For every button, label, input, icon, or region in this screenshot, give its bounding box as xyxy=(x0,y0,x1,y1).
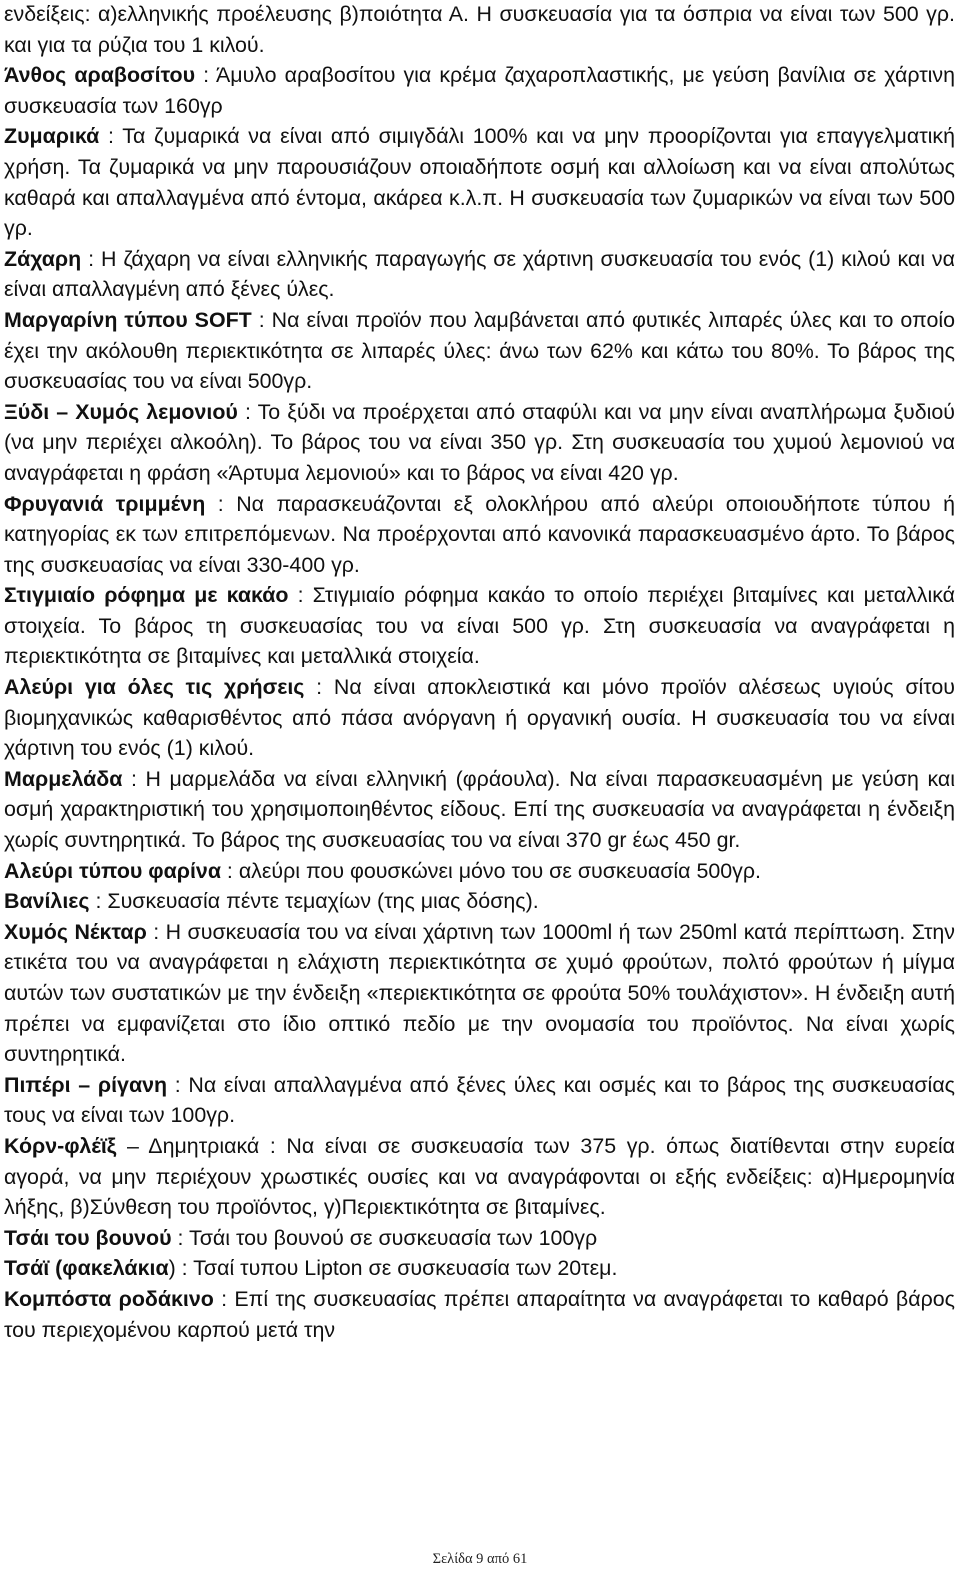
document-page xyxy=(4,0,955,1345)
paragraph-peach-compote xyxy=(4,1284,955,1345)
paragraph-text: : Να είναι αποκλειστικά και μόνο προϊόν αλέσεως υγιούς σίτου βιομηχανικώς καθαρισθέντος από πάσα ανόργανη ή οργανική ουσία. Η συσκευασία του να είναι χάρτινη του ενός (1) κιλού. xyxy=(4,675,956,761)
term-corn-starch: Άνθος αραβοσίτου xyxy=(4,63,196,88)
paragraph-sugar xyxy=(4,244,955,305)
paragraph-text: : Συσκευασία πέντε τεμαχίων (της μιας δόσης). xyxy=(89,889,539,914)
term-nectar-juice: Χυμός Νέκταρ xyxy=(4,919,147,944)
paragraph-text: : Η ζάχαρη να είναι ελληνικής παραγωγής σε χάρτινη συσκευασία του ενός (1) κιλού και να είναι απαλλαγμένη από ξένες ύλες. xyxy=(4,246,955,302)
term-self-raising-flour: Αλεύρι τύπου φαρίνα xyxy=(4,858,221,883)
paragraph-pepper-oregano xyxy=(4,1070,955,1131)
paragraph-vinegar-lemon xyxy=(4,397,955,489)
term-mountain-tea: Τσάι του βουνού xyxy=(4,1225,172,1250)
term-sugar: Ζάχαρη xyxy=(4,246,82,271)
paragraph-nectar-juice xyxy=(4,917,955,1070)
term-vanilla: Βανίλιες xyxy=(4,889,90,914)
paragraph-text: : Άμυλο αραβοσίτου για κρέμα ζαχαροπλαστικής, με γεύση βανίλια σε χάρτινη συσκευασία των 160γρ xyxy=(4,63,955,118)
term-cornflakes: Κόρν-φλέϊξ xyxy=(4,1133,117,1158)
term-jam: Μαρμελάδα xyxy=(4,766,123,791)
paragraph-self-raising-flour xyxy=(4,856,955,887)
paragraph-text: : Το ξύδι να προέρχεται από σταφύλι και να μην είναι αναπλήρωμα ξυδιού (να μην περιέχει αλκοόλη). Το βάρος του να είναι 350 γρ. Στη συσκευασία του χυμού λεμονιού να αναγράφεται η φράση «Άρτυμα λεμονιού» και το βάρος να είναι 420 γρ. xyxy=(4,399,955,485)
term-margarine: Μαργαρίνη τύπου SOFT xyxy=(4,307,252,332)
paragraph-margarine xyxy=(4,305,955,397)
paragraph-text: ενδείξεις: α)ελληνικής προέλευσης β)ποιότητα Α. Η συσκευασία για τα όσπρια να είναι των 500 γρ. και για τα ρύζια του 1 κιλού. xyxy=(4,2,955,57)
term-tea-bags: Τσάϊ (φακελάκια xyxy=(4,1256,169,1281)
paragraph-text: : Επί της συσκευασίας πρέπει απαραίτητα να αναγράφεται το καθαρό βάρος του περιεχομένου καρπού μετά την xyxy=(4,1286,955,1342)
paragraph-cocoa-drink xyxy=(4,580,955,672)
term-peach-compote: Κομπόστα ροδάκινο xyxy=(4,1286,214,1311)
paragraph-vanilla xyxy=(4,886,955,917)
paragraph-pasta xyxy=(4,121,955,243)
paragraph-tea-bags xyxy=(4,1253,955,1284)
paragraph-text: : Να είναι προϊόν που λαμβάνεται από φυτικές λιπαρές ύλες και το οποίο έχει την ακόλουθη περιεκτικότητα σε λιπαρές ύλες: άνω των 62% και κάτω του 80%. Το βάρος της συσκευασίας του να είναι 500γρ. xyxy=(4,307,956,394)
paragraph-text: ) : Τσαί τυπου Lipton σε συσκευασία των 20τεμ. xyxy=(168,1256,618,1281)
paragraph-text: : Τσάι του βουνού σε συσκευασία των 100γρ xyxy=(171,1225,598,1250)
paragraph-text: : Η συσκευασία του να είναι χάρτινη των 1000ml ή των 250ml κατά περίπτωση. Στην ετικέτα του να αναγράφεται η ελάχιστη περιεκτικότητα σε χυμό φρούτων, πολτό φρούτων ή μίγμα αυτών των συστατικών με την ένδειξη «περιεκτικότητα σε φρούτα 50% τουλάχιστον». Η ένδειξη αυτή πρέπει να εμφανίζεται στο ίδιο οπτικό πεδίο με την ονομασία του προϊόντος. Να είναι χωρίς συντηρητικά. xyxy=(4,919,955,1067)
paragraph-text: – Δημητριακά : Να είναι σε συσκευασία των 375 γρ. όπως διατίθενται στην ευρεία αγορά, να μην περιέχουν χρωστικές ουσίες και να αναγράφονται οι εξής ενδείξεις: α)Ημερομηνία λήξης, β)Σύνθεση του προϊόντος, γ)Περιεκτικότητα σε βιταμίνες. xyxy=(4,1133,955,1220)
paragraph-jam xyxy=(4,764,955,856)
term-pepper-oregano: Πιπέρι – ρίγανη xyxy=(4,1072,168,1097)
paragraph-legumes-rice xyxy=(4,0,955,60)
term-breadcrumbs: Φρυγανιά τριμμένη xyxy=(4,491,206,516)
paragraph-text: : αλεύρι που φουσκώνει μόνο του σε συσκευασία 500γρ. xyxy=(220,858,761,883)
term-vinegar-lemon: Ξύδι – Χυμός λεμονιού xyxy=(4,399,238,424)
paragraph-mountain-tea xyxy=(4,1223,955,1254)
paragraph-text: : Να είναι απαλλαγμένα από ξένες ύλες και οσμές και το βάρος της συσκευασίας τους να είναι των 100γρ. xyxy=(4,1072,955,1128)
paragraph-corn-starch xyxy=(4,60,955,121)
paragraph-text: : Τα ζυμαρικά να είναι από σιμιγδάλι 100% και να μην προορίζονται για επαγγελματική χρήση. Τα ζυμαρικά να μην παρουσιάζουν οποιαδήποτε οσμή και αλλοίωση και να είναι απολύτως καθαρά και απαλλαγμένα από έντομα, ακάρεα κ.λ.π. Η συσκευασία των ζυμαρικών να είναι των 500 γρ. xyxy=(4,124,955,241)
paragraph-all-purpose-flour xyxy=(4,672,955,764)
paragraph-breadcrumbs xyxy=(4,489,955,581)
page-number-footer: Σελίδα 9 από 61 xyxy=(432,1551,528,1567)
paragraph-text: : Η μαρμελάδα να είναι ελληνική (φράουλα). Να είναι παρασκευασμένη με γεύση και οσμή χαρακτηριστική του χρησιμοποιηθέντος είδους. Επί της συσκευασία να αναγράφεται η ένδειξη χωρίς συντηρητικά. Το βάρος της συσκευασίας του να είναι 370 gr έως 450 gr. xyxy=(4,766,955,853)
term-all-purpose-flour: Αλεύρι για όλες τις χρήσεις xyxy=(4,675,305,700)
term-pasta: Ζυμαρικά xyxy=(4,124,100,149)
paragraph-text: : Στιγμιαίο ρόφημα κακάο το οποίο περιέχει βιταμίνες και μεταλλικά στοιχεία. Το βάρος τη συσκευασίας του να είναι 500 γρ. Στη συσκευασία να αναγράφεται η περιεκτικότητα σε βιταμίνες και μεταλλικά στοιχεία. xyxy=(4,583,955,669)
paragraph-text: : Να παρασκευάζονται εξ ολοκλήρου από αλεύρι οποιουδήποτε τύπου ή κατηγορίας εκ των επιτρεπόμενων. Να προέρχονται από κανονικά παρασκευασμένο άρτο. Το βάρος της συσκευασίας να είναι 330-400 γρ. xyxy=(4,491,956,577)
paragraph-cornflakes xyxy=(4,1131,955,1223)
term-cocoa-drink: Στιγμιαίο ρόφημα με κακάο xyxy=(4,583,289,608)
